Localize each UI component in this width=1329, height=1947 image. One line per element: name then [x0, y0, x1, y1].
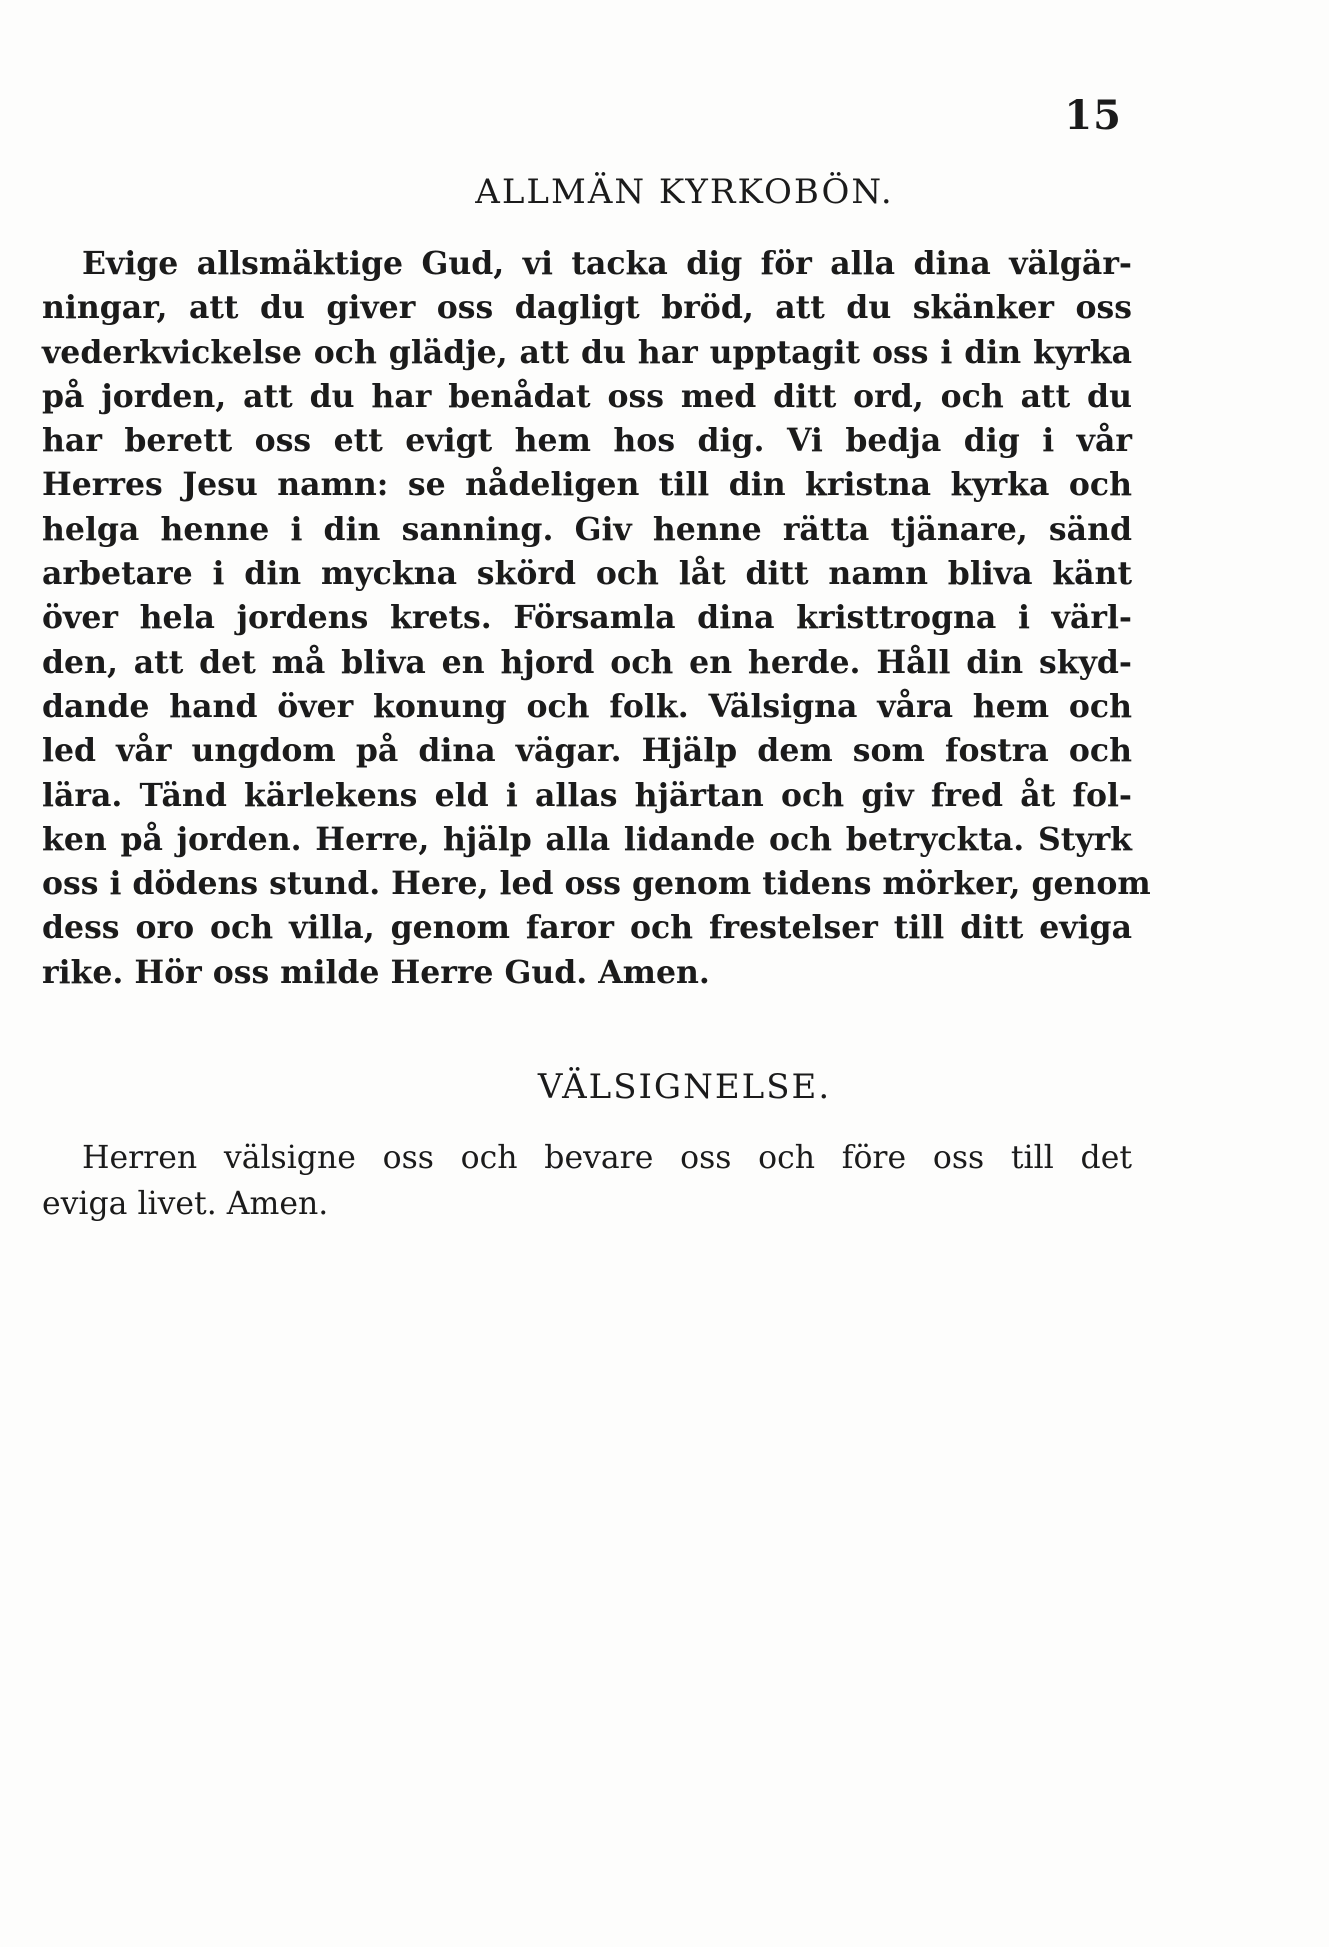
text-line: Evige allsmäktige Gud, vi tacka dig för alla dina välgär-	[82, 245, 1132, 282]
text-line: den, att det må bliva en hjord och en herde. Håll din skyd-	[42, 643, 1132, 681]
text-line: lära. Tänd kärlekens eld i allas hjärtan och giv fred åt fol-	[42, 776, 1132, 814]
section-title-valsignelse: VÄLSIGNELSE.	[537, 1067, 832, 1107]
page-number: 15	[1064, 92, 1122, 139]
text-line: led vår ungdom på dina vägar. Hjälp dem som fostra och	[42, 732, 1132, 770]
text-line: helga henne i din sanning. Giv henne rätta tjänare, sänd	[42, 510, 1132, 548]
text-line: eviga livet. Amen.	[42, 1186, 329, 1222]
blessing-text	[42, 1135, 1132, 1227]
text-line: över hela jordens krets. Församla dina kristtrogna i värl-	[42, 599, 1132, 637]
section-title-allman-kyrkobon: ALLMÄN KYRKOBÖN.	[475, 172, 894, 212]
text-line: dess oro och villa, genom faror och frestelser till ditt eviga	[42, 909, 1132, 947]
text-line: Herren välsigne oss och bevare oss och före oss till det	[82, 1140, 1132, 1176]
text-line: dande hand över konung och folk. Välsigna våra hem och	[42, 687, 1132, 725]
text-line: Herres Jesu namn: se nådeligen till din kristna kyrka och	[42, 466, 1132, 504]
text-line: ningar, att du giver oss dagligt bröd, att du skänker oss	[42, 289, 1132, 327]
text-line: oss i dödens stund. Here, led oss genom tidens mörker, genom	[42, 865, 1151, 903]
text-line: rike. Hör oss milde Herre Gud. Amen.	[42, 953, 710, 991]
prayer-text	[42, 242, 1151, 995]
text-line: vederkvickelse och glädje, att du har upptagit oss i din kyrka	[42, 333, 1132, 371]
text-line: har berett oss ett evigt hem hos dig. Vi bedja dig i vår	[42, 422, 1132, 460]
text-line: ken på jorden. Herre, hjälp alla lidande och betryckta. Styrk	[42, 820, 1132, 858]
text-line: arbetare i din myckna skörd och låt ditt namn bliva känt	[42, 555, 1132, 593]
text-line: på jorden, att du har benådat oss med ditt ord, och att du	[42, 377, 1132, 415]
